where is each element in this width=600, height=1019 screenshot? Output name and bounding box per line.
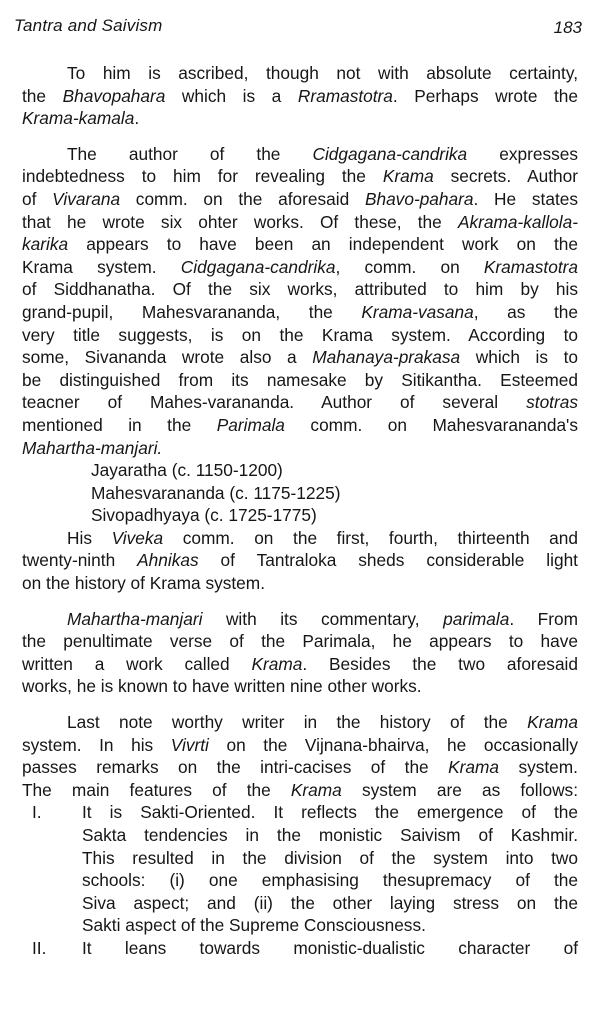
text-run: comm. on Mahesvarananda's [284, 414, 578, 435]
text-line [22, 756, 578, 779]
text-run: twenty-ninth [22, 550, 138, 571]
paragraph [22, 62, 578, 130]
text-run: the penultimate verse of the Parimala, he appears to have [22, 631, 578, 652]
text-run: . Perhaps wrote the [392, 85, 579, 106]
italic-term: Vivrti [170, 734, 209, 755]
italic-term: Kramastotra [483, 256, 578, 277]
text-line [22, 414, 578, 437]
text-line [22, 779, 578, 802]
feature-item [32, 801, 578, 937]
italic-term: Bhavopahara [62, 85, 166, 106]
text-line [82, 937, 578, 960]
text-run: . Besides the two aforesaid [302, 653, 579, 674]
text-run: Krama system. [22, 256, 181, 277]
italic-term: Viveka [111, 527, 164, 548]
paragraph-gap [22, 130, 578, 143]
text-run: grand-pupil, Mahesvarananda, the [22, 301, 362, 322]
text-run: system. In his [22, 734, 171, 755]
text-line [22, 143, 578, 166]
italic-term: karika [22, 234, 69, 255]
italic-term: Krama [290, 779, 342, 800]
feature-text [82, 937, 578, 960]
italic-term: Krama [382, 166, 434, 187]
text-run: His [67, 527, 112, 548]
text-run: works, he is known to have written nine other works. [22, 676, 422, 697]
text-run: Last note worthy writer in the history of the [67, 712, 528, 733]
italic-term: Ahnikas [137, 550, 199, 571]
italic-term: Krama [251, 653, 303, 674]
text-run: Siva aspect; and (ii) the other laying stress on the [82, 892, 578, 913]
text-run: It leans towards monistic-dualistic character of [82, 937, 578, 958]
name-list [22, 459, 578, 527]
text-line [22, 85, 578, 108]
text-run: comm. on the aforesaid [120, 188, 365, 209]
text-line [22, 653, 578, 676]
text-run: schools: (i) one emphasising thesupremacy of the [82, 870, 578, 891]
text-run: , as the [473, 301, 578, 322]
text-run: Sakti aspect of the Supreme Consciousness. [82, 915, 426, 936]
text-line [22, 549, 578, 572]
text-line [22, 324, 578, 347]
page-number: 183 [553, 18, 582, 37]
italic-term: Bhavo-pahara [364, 188, 474, 209]
italic-term: stotras [526, 392, 578, 413]
italic-term: parimala [443, 608, 510, 629]
text-run: It is Sakti-Oriented. It reflects the emergence of the [82, 802, 578, 823]
italic-term: Parimala [216, 414, 285, 435]
text-line [22, 233, 578, 256]
text-line [22, 734, 578, 757]
name-list-item: Jayaratha (c. 1150-1200) [91, 460, 283, 481]
feature-text [82, 801, 578, 937]
text-run: system are as follows: [341, 779, 578, 800]
text-run: Sakta tendencies in the monistic Saivism of Kashmir. [82, 825, 578, 845]
italic-term: Rramastotra [297, 85, 393, 106]
text-line [22, 107, 578, 130]
text-run: expresses [467, 143, 578, 164]
text-run: , comm. on [335, 256, 484, 277]
running-title: Tantra and Saivism [14, 16, 163, 35]
name-list-item: Mahesvarananda (c. 1175-1225) [91, 482, 341, 503]
text-run: which is a [165, 85, 298, 106]
text-line [22, 391, 578, 414]
feature-list [22, 801, 578, 959]
text-run: The author of the [67, 143, 313, 164]
text-line [22, 630, 578, 653]
text-run: be distinguished from its namesake by Sitikantha. Esteemed [22, 369, 578, 390]
text-run: very title suggests, is on the Krama system. According to [22, 324, 578, 345]
italic-term: Krama-vasana [361, 301, 474, 322]
text-run: passes remarks on the intri-cacises of the [22, 757, 449, 778]
page-header [0, 0, 600, 40]
paragraph-gap [22, 595, 578, 608]
italic-term: Krama [527, 712, 578, 733]
text-run: some, Sivananda wrote also a [22, 347, 313, 368]
paragraph-gap [22, 698, 578, 711]
italic-term: Krama [448, 757, 500, 778]
feature-item [32, 937, 578, 960]
text-line [22, 437, 578, 460]
text-run: on the history of Krama system. [22, 573, 265, 594]
text-line [22, 278, 578, 301]
text-run: . [134, 108, 140, 129]
italic-term: Akrama-kallola- [457, 211, 578, 232]
text-run: . He states [473, 188, 578, 209]
text-run: on the Vijnana-bhairva, he occasionally [208, 734, 578, 755]
text-run: written a work called [22, 653, 252, 674]
feature-marker: II. [32, 937, 47, 958]
text-line [22, 346, 578, 369]
paragraph [22, 527, 578, 595]
text-run: To him is ascribed, though not with absolute certainty, [67, 63, 578, 83]
name-list-item: Sivopadhyaya (c. 1725-1775) [91, 505, 317, 526]
text-line [82, 847, 578, 870]
feature-marker: I. [32, 802, 42, 823]
text-line [22, 608, 578, 631]
paragraph-group [22, 527, 578, 802]
text-run: of Tantraloka sheds considerable light [198, 550, 578, 571]
paragraph [22, 711, 578, 801]
text-run: which is to [460, 347, 578, 368]
paragraph-group [22, 62, 578, 459]
text-line [22, 711, 578, 734]
text-run: the [22, 85, 63, 106]
italic-term: Vivarana [52, 188, 121, 209]
text-line [22, 527, 578, 550]
text-run: with its commentary, [202, 608, 444, 629]
text-run: mentioned in the [22, 414, 217, 435]
text-run: This resulted in the division of the system into two [82, 847, 578, 868]
italic-term: Mahartha-manjari. [22, 437, 163, 458]
italic-term: Krama-kamala [22, 108, 135, 129]
text-run: secrets. Author [433, 166, 578, 187]
text-line [22, 62, 578, 85]
text-line [82, 869, 578, 892]
text-run: of Siddhanatha. Of the six works, attributed to him by his [22, 279, 578, 300]
text-line [22, 165, 578, 188]
italic-term: Mahanaya-prakasa [312, 347, 461, 368]
text-line [22, 256, 578, 279]
italic-term: Cidgagana-candrika [180, 256, 336, 277]
text-line [22, 211, 578, 234]
paragraph [22, 143, 578, 459]
paragraph [22, 608, 578, 698]
text-line [82, 892, 578, 915]
italic-term: Cidgagana-candrika [312, 143, 468, 164]
text-run: of [22, 188, 53, 209]
text-line [22, 369, 578, 392]
text-line [22, 301, 578, 324]
text-line [82, 914, 578, 937]
text-run: The main features of the [22, 779, 291, 800]
text-run: indebtedness to him for revealing the [22, 166, 383, 187]
text-line [82, 801, 578, 824]
italic-term: Mahartha-manjari [67, 608, 203, 629]
page-body [22, 62, 578, 960]
text-line [22, 675, 578, 698]
text-run: system. [499, 757, 578, 778]
text-run: that he wrote six ohter works. Of these, the [22, 211, 458, 232]
text-run: comm. on the first, fourth, thirteenth and [163, 527, 579, 548]
text-run: appears to have been an independent work on the [68, 234, 578, 255]
text-line [22, 188, 578, 211]
text-run: teacner of Mahes-varananda. Author of several [22, 392, 527, 413]
text-line [22, 572, 578, 595]
text-run: . From [509, 608, 579, 629]
text-line [82, 824, 578, 847]
